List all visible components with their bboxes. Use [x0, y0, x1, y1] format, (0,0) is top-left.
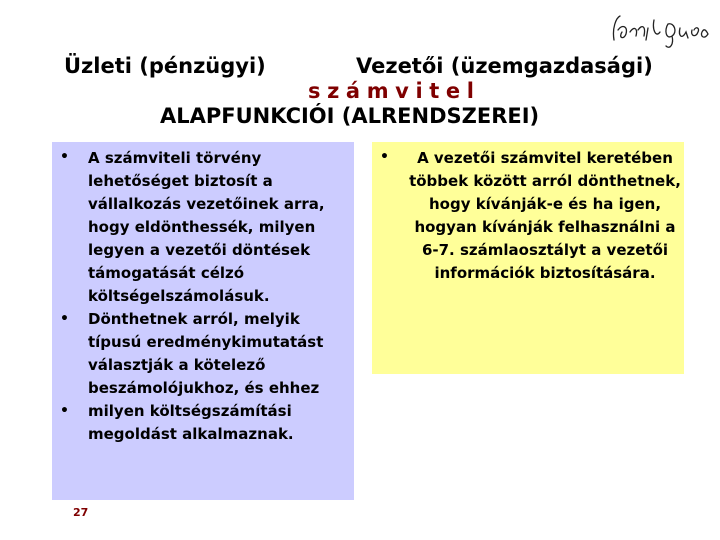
- right-panel-text: A vezetői számvitel keretében többek között arról dönthetnek, hogy kívánják-e és ha igen, hogyan kívánják felhasználni a 6-7. számlaosztályt a vezetői információk biztosítására.: [409, 149, 681, 282]
- title-left: Üzleti (pénzügyi): [64, 54, 266, 78]
- signature-image: [608, 10, 712, 50]
- left-bullet-1: •: [60, 149, 69, 165]
- left-bullet-2: •: [60, 311, 69, 327]
- title-middle: számvitel: [308, 79, 481, 103]
- left-bullet-3: •: [60, 403, 69, 419]
- title-right: Vezetői (üzemgazdasági): [356, 54, 653, 78]
- left-panel-text: A számviteli törvény lehetőséget biztosít a vállalkozás vezetőinek arra, hogy eldönthessék, milyen legyen a vezetői döntések támogatását célzó költségelszámolásuk. Dönthetnek arról, melyik típusú eredménykimutatást választják a kötelező beszámolójukhoz, és ehhez milyen költségszámítási megoldást alkalmaznak.: [88, 149, 325, 443]
- title-bottom: ALAPFUNKCIÓI (ALRENDSZEREI): [160, 104, 540, 128]
- page-number: 27: [73, 506, 89, 519]
- right-bullet: •: [380, 149, 389, 165]
